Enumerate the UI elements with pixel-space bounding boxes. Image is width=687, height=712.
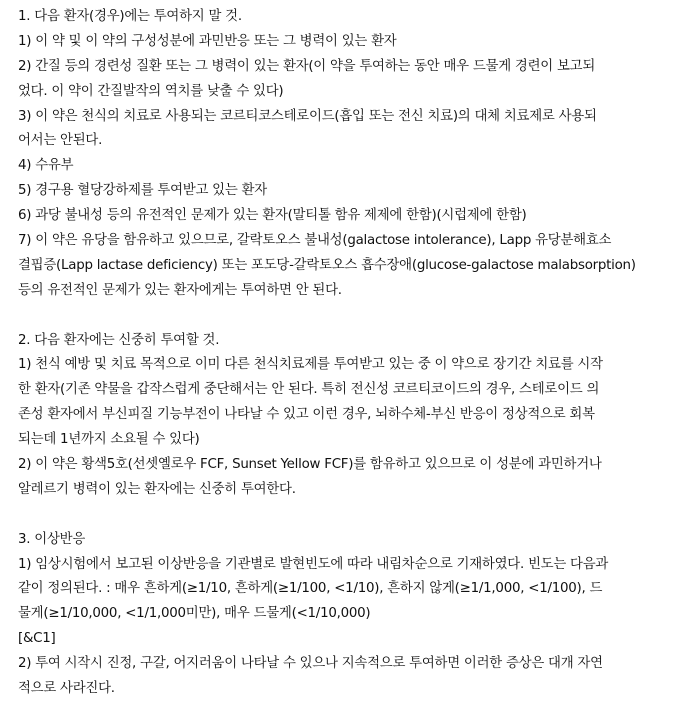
section-1-line: 결핍증(Lapp lactase deficiency) 또는 포도당-갈락토오스 흡수장애(glucose-galactose malabsorption) [18, 257, 636, 273]
section-1-line: 7) 이 약은 유당을 함유하고 있으므로, 갈락토오스 불내성(galactose intolerance), Lapp 유당분해효소 [18, 233, 612, 249]
section-2-line: 되는데 1년까지 소요될 수 있다) [18, 432, 200, 448]
section-1-line: 5) 경구용 혈당강하제를 투여받고 있는 환자 [18, 183, 267, 199]
section-2-line: 알레르기 병력이 있는 환자에는 신중히 투여한다. [18, 481, 296, 497]
paragraph-gap [18, 304, 681, 329]
section-3-line: [&C1] [18, 631, 56, 647]
section-2-line: 존성 환자에서 부신피질 기능부전이 나타날 수 있고 이런 경우, 뇌하수체-부신 반응이 정상적으로 회복 [18, 407, 595, 423]
section-1-heading: 1. 다음 환자(경우)에는 투여하지 말 것. [18, 9, 242, 24]
section-3-line: 2) 투여 시작시 진정, 구갈, 어지러움이 나타날 수 있으나 지속적으로 투여하면 이러한 증상은 대개 자연 [18, 656, 603, 672]
section-1-line: 었다. 이 약이 간질발작의 역치를 낮출 수 있다) [18, 83, 284, 99]
paragraph-gap [18, 503, 681, 528]
section-1-line: 1) 이 약 및 이 약의 구성성분에 과민반응 또는 그 병력이 있는 환자 [18, 33, 397, 49]
section-1-line: 등의 유전적인 문제가 있는 환자에게는 투여하면 안 된다. [18, 282, 342, 298]
section-3-line: 물게(≥1/10,000, <1/1,000미만), 매우 드물게(<1/10,000) [18, 606, 371, 622]
section-1-line: 3) 이 약은 천식의 치료로 사용되는 코르티코스테로이드(흡입 또는 전신 치료)의 대체 치료제로 사용되 [18, 108, 597, 124]
section-2-line: 1) 천식 예방 및 치료 목적으로 이미 다른 천식치료제를 투여받고 있는 중 이 약으로 장기간 치료를 시작 [18, 357, 603, 373]
section-1-line: 어서는 안된다. [18, 133, 103, 149]
section-1-line: 4) 수유부 [18, 158, 74, 174]
section-1-line: 2) 간질 등의 경련성 질환 또는 그 병력이 있는 환자(이 약을 투여하는 동안 매우 드물게 경련이 보고되 [18, 58, 596, 74]
section-3-line: 적으로 사라진다. [18, 681, 115, 697]
section-2-heading: 2. 다음 환자에는 신중히 투여할 것. [18, 332, 220, 348]
section-3-line: 1) 임상시험에서 보고된 이상반응을 기관별로 발현빈도에 따라 내림차순으로 기재하였다. 빈도는 다음과 [18, 556, 609, 572]
section-2-line: 2) 이 약은 황색5호(선셋옐로우 FCF, Sunset Yellow FCF)를 함유하고 있으므로 이 성분에 과민하거나 [18, 457, 602, 473]
section-3-line: 같이 정의된다. : 매우 흔하게(≥1/10, 흔하게(≥1/100, <1/10), 흔하지 않게(≥1/1,000, <1/100), 드 [18, 581, 603, 597]
section-2-line: 한 환자(기존 약물을 갑작스럽게 중단해서는 안 된다. 특히 전신성 코르티코이드의 경우, 스테로이드 의 [18, 382, 600, 398]
section-3-heading: 3. 이상반응 [18, 531, 86, 547]
section-1-line: 6) 과당 불내성 등의 유전적인 문제가 있는 환자(말티톨 함유 제제에 한함)(시럽제에 한함) [18, 208, 527, 224]
